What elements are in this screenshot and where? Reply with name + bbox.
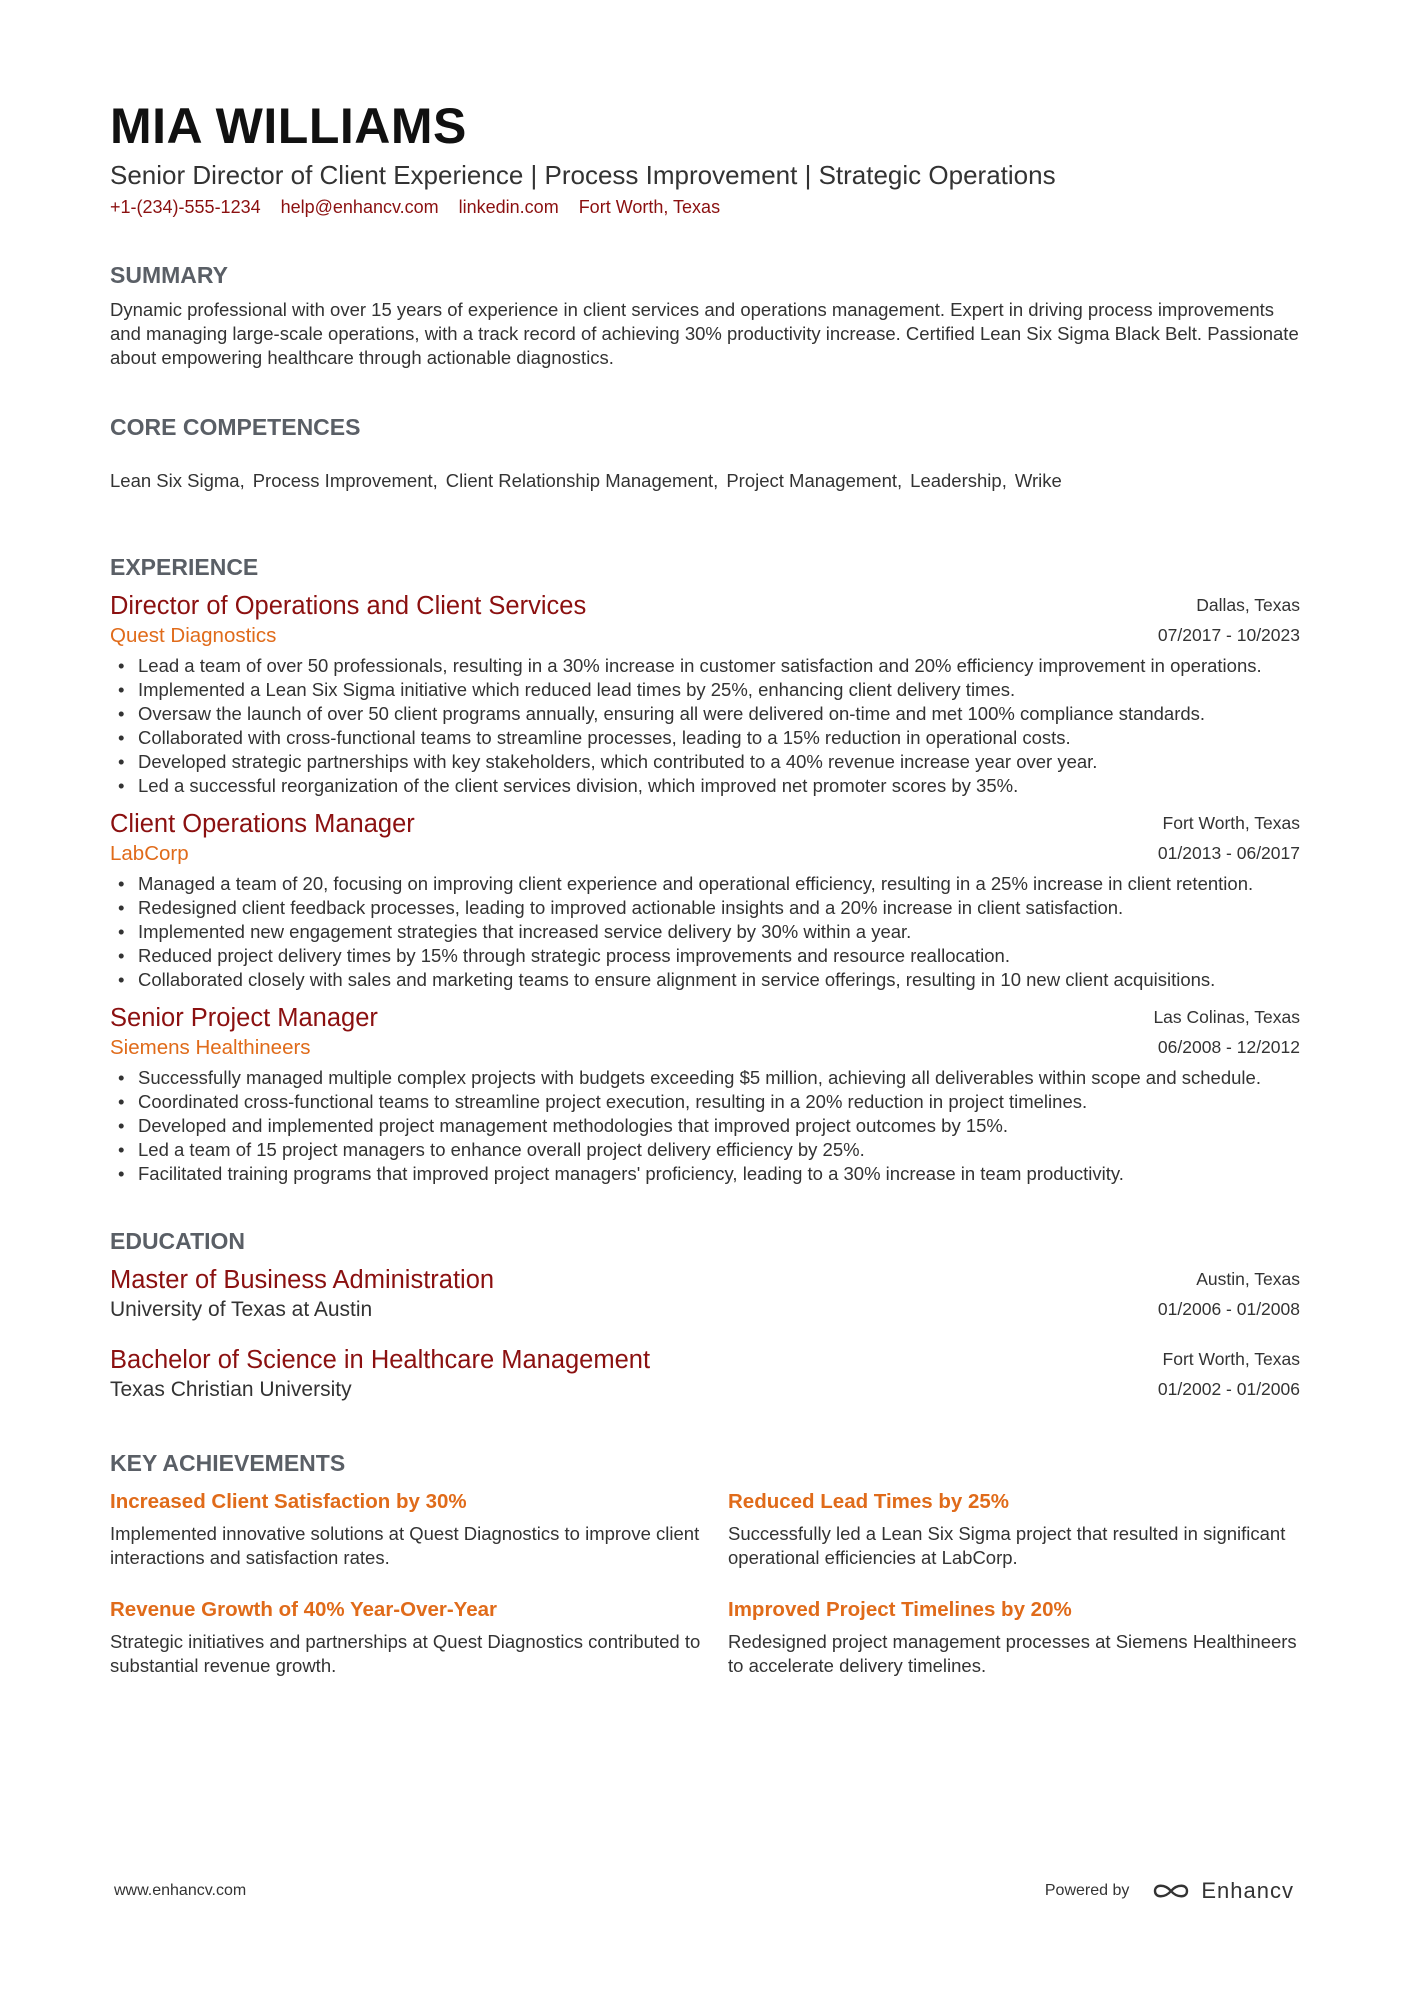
achievement-grid bbox=[110, 1488, 1300, 1678]
job-dates: 06/2008 - 12/2012 bbox=[1157, 1037, 1300, 1057]
job-bullet: • Facilitated training programs that improved project managers' proficiency, leading to a 30% increase in team productivity. bbox=[110, 1162, 1300, 1186]
job-bullet: • Managed a team of 20, focusing on improving client experience and operational efficiency, resulting in a 25% increase in client retention. bbox=[110, 872, 1300, 896]
job-entry bbox=[110, 590, 1300, 798]
job-bullets bbox=[110, 1066, 1300, 1186]
job-bullet: • Led a successful reorganization of the client services division, which improved net promoter scores by 35%. bbox=[110, 774, 1300, 798]
education-school: University of Texas at Austin bbox=[110, 1298, 373, 1321]
job-title: Senior Project Manager bbox=[110, 1004, 378, 1032]
job-entry bbox=[110, 1002, 1300, 1186]
brand-name: Enhancv bbox=[1201, 1878, 1294, 1903]
education-location: Austin, Texas bbox=[1196, 1269, 1300, 1289]
contact-email[interactable]: help@enhancv.com bbox=[280, 197, 439, 217]
competence-item: Lean Six Sigma, bbox=[110, 470, 245, 491]
job-bullet: • Developed strategic partnerships with key stakeholders, which contributed to a 40% revenue increase year over year. bbox=[110, 750, 1300, 774]
page-footer bbox=[114, 1878, 1294, 1904]
job-title-block bbox=[110, 1002, 378, 1062]
education-entry bbox=[110, 1264, 1300, 1324]
education-location: Fort Worth, Texas bbox=[1162, 1349, 1300, 1369]
contact-line bbox=[110, 194, 1300, 220]
competence-item: Project Management, bbox=[726, 470, 903, 491]
section-title-competences: CORE COMPETENCES bbox=[110, 414, 361, 440]
job-title: Client Operations Manager bbox=[110, 810, 415, 838]
section-title-education: EDUCATION bbox=[110, 1228, 246, 1254]
education-degree: Master of Business Administration bbox=[110, 1266, 495, 1294]
achievement-item bbox=[110, 1488, 728, 1570]
job-bullet: • Implemented a Lean Six Sigma initiative which reduced lead times by 25%, enhancing client delivery times. bbox=[110, 678, 1300, 702]
enhancv-logo-icon bbox=[1151, 1880, 1191, 1902]
achievement-item bbox=[728, 1596, 1308, 1678]
education-meta bbox=[1158, 1264, 1300, 1324]
job-bullet: • Oversaw the launch of over 50 client programs annually, ensuring all were delivered on-time and met 100% compliance standards. bbox=[110, 702, 1300, 726]
job-location: Las Colinas, Texas bbox=[1153, 1007, 1300, 1027]
powered-by-label: Powered by bbox=[1044, 1882, 1130, 1899]
job-location: Dallas, Texas bbox=[1196, 595, 1300, 615]
job-bullet: • Successfully managed multiple complex projects with budgets exceeding $5 million, achieving all deliverables within scope and schedule. bbox=[110, 1066, 1300, 1090]
competence-list bbox=[110, 468, 1300, 494]
education-section bbox=[110, 1226, 1300, 1404]
education-degree: Bachelor of Science in Healthcare Management bbox=[110, 1346, 651, 1374]
summary-section bbox=[110, 260, 1300, 370]
job-header bbox=[110, 808, 1300, 868]
achievement-title: Improved Project Timelines by 20% bbox=[728, 1598, 1072, 1621]
job-bullet: • Developed and implemented project management methodologies that improved project outcomes by 15%. bbox=[110, 1114, 1300, 1138]
competence-item: Leadership, bbox=[910, 470, 1007, 491]
achievement-description: Successfully led a Lean Six Sigma project that resulted in significant operational efficiencies at LabCorp. bbox=[728, 1523, 1286, 1568]
footer-branding bbox=[1045, 1878, 1294, 1904]
job-entry bbox=[110, 808, 1300, 992]
job-title-block bbox=[110, 590, 586, 650]
candidate-name: MIA WILLIAMS bbox=[110, 98, 467, 154]
job-bullet: • Redesigned client feedback processes, leading to improved actionable insights and a 20% increase in client satisfaction. bbox=[110, 896, 1300, 920]
achievements-section bbox=[110, 1448, 1300, 1678]
candidate-headline: Senior Director of Client Experience | Process Improvement | Strategic Operations bbox=[110, 160, 1056, 190]
competences-section bbox=[110, 412, 1300, 494]
contact-location: Fort Worth, Texas bbox=[578, 197, 721, 217]
competence-item: Wrike bbox=[1014, 470, 1062, 491]
achievement-title: Revenue Growth of 40% Year-Over-Year bbox=[110, 1598, 498, 1621]
job-bullets bbox=[110, 654, 1300, 798]
achievement-description: Strategic initiatives and partnerships at Quest Diagnostics contributed to substantial revenue growth. bbox=[110, 1631, 701, 1676]
education-dates: 01/2006 - 01/2008 bbox=[1157, 1299, 1300, 1319]
competence-item: Process Improvement, bbox=[252, 470, 438, 491]
job-dates: 01/2013 - 06/2017 bbox=[1157, 843, 1300, 863]
contact-phone[interactable]: +1-(234)-555-1234 bbox=[110, 197, 261, 217]
job-header bbox=[110, 590, 1300, 650]
job-company: LabCorp bbox=[110, 842, 189, 865]
achievement-title: Reduced Lead Times by 25% bbox=[728, 1490, 1010, 1513]
job-location: Fort Worth, Texas bbox=[1162, 813, 1300, 833]
experience-section bbox=[110, 552, 1300, 1186]
section-title-achievements: KEY ACHIEVEMENTS bbox=[110, 1450, 346, 1476]
job-bullets bbox=[110, 872, 1300, 992]
job-bullet: • Collaborated closely with sales and marketing teams to ensure alignment in service offerings, resulting in 10 new client acquisitions. bbox=[110, 968, 1300, 992]
job-meta bbox=[1153, 1002, 1300, 1062]
job-bullet: • Led a team of 15 project managers to enhance overall project delivery efficiency by 25%. bbox=[110, 1138, 1300, 1162]
competence-item: Client Relationship Management, bbox=[445, 470, 719, 491]
job-header bbox=[110, 1002, 1300, 1062]
job-company: Quest Diagnostics bbox=[110, 624, 277, 647]
achievement-title: Increased Client Satisfaction by 30% bbox=[110, 1490, 467, 1513]
education-main bbox=[110, 1344, 650, 1404]
job-bullet: • Reduced project delivery times by 15% through strategic process improvements and resource reallocation. bbox=[110, 944, 1300, 968]
resume-header bbox=[110, 96, 1300, 220]
contact-linkedin[interactable]: linkedin.com bbox=[458, 197, 559, 217]
section-title-summary: SUMMARY bbox=[110, 262, 228, 288]
job-bullet: • Collaborated with cross-functional teams to streamline processes, leading to a 15% reduction in operational costs. bbox=[110, 726, 1300, 750]
job-meta bbox=[1158, 808, 1300, 868]
job-meta bbox=[1158, 590, 1300, 650]
education-entry bbox=[110, 1344, 1300, 1404]
education-school: Texas Christian University bbox=[110, 1378, 352, 1401]
achievement-description: Implemented innovative solutions at Quest Diagnostics to improve client interactions and satisfaction rates. bbox=[110, 1523, 700, 1568]
education-dates: 01/2002 - 01/2006 bbox=[1157, 1379, 1300, 1399]
achievement-item bbox=[110, 1596, 728, 1678]
job-bullet: • Implemented new engagement strategies that increased service delivery by 30% within a year. bbox=[110, 920, 1300, 944]
job-dates: 07/2017 - 10/2023 bbox=[1157, 625, 1300, 645]
job-bullet: • Lead a team of over 50 professionals, resulting in a 30% increase in customer satisfaction and 20% efficiency improvement in operations. bbox=[110, 654, 1300, 678]
education-main bbox=[110, 1264, 494, 1324]
brand-logo[interactable] bbox=[1151, 1878, 1294, 1904]
job-title: Director of Operations and Client Services bbox=[110, 592, 587, 620]
summary-text: Dynamic professional with over 15 years of experience in client services and operations management. Expert in driving process improvements and managing large-scale operations, with a track record of achieving 30% productivity increase. Certified Lean Six Sigma Black Belt. Passionate about empowering healthcare through actionable diagnostics. bbox=[110, 299, 1299, 368]
footer-url[interactable]: www.enhancv.com bbox=[114, 1882, 247, 1899]
education-meta bbox=[1158, 1344, 1300, 1404]
achievement-item bbox=[728, 1488, 1308, 1570]
job-company: Siemens Healthineers bbox=[110, 1036, 311, 1059]
section-title-experience: EXPERIENCE bbox=[110, 554, 259, 580]
achievement-description: Redesigned project management processes at Siemens Healthineers to accelerate delivery timelines. bbox=[728, 1631, 1297, 1676]
job-title-block bbox=[110, 808, 415, 868]
job-bullet: • Coordinated cross-functional teams to streamline project execution, resulting in a 20% reduction in project timelines. bbox=[110, 1090, 1300, 1114]
